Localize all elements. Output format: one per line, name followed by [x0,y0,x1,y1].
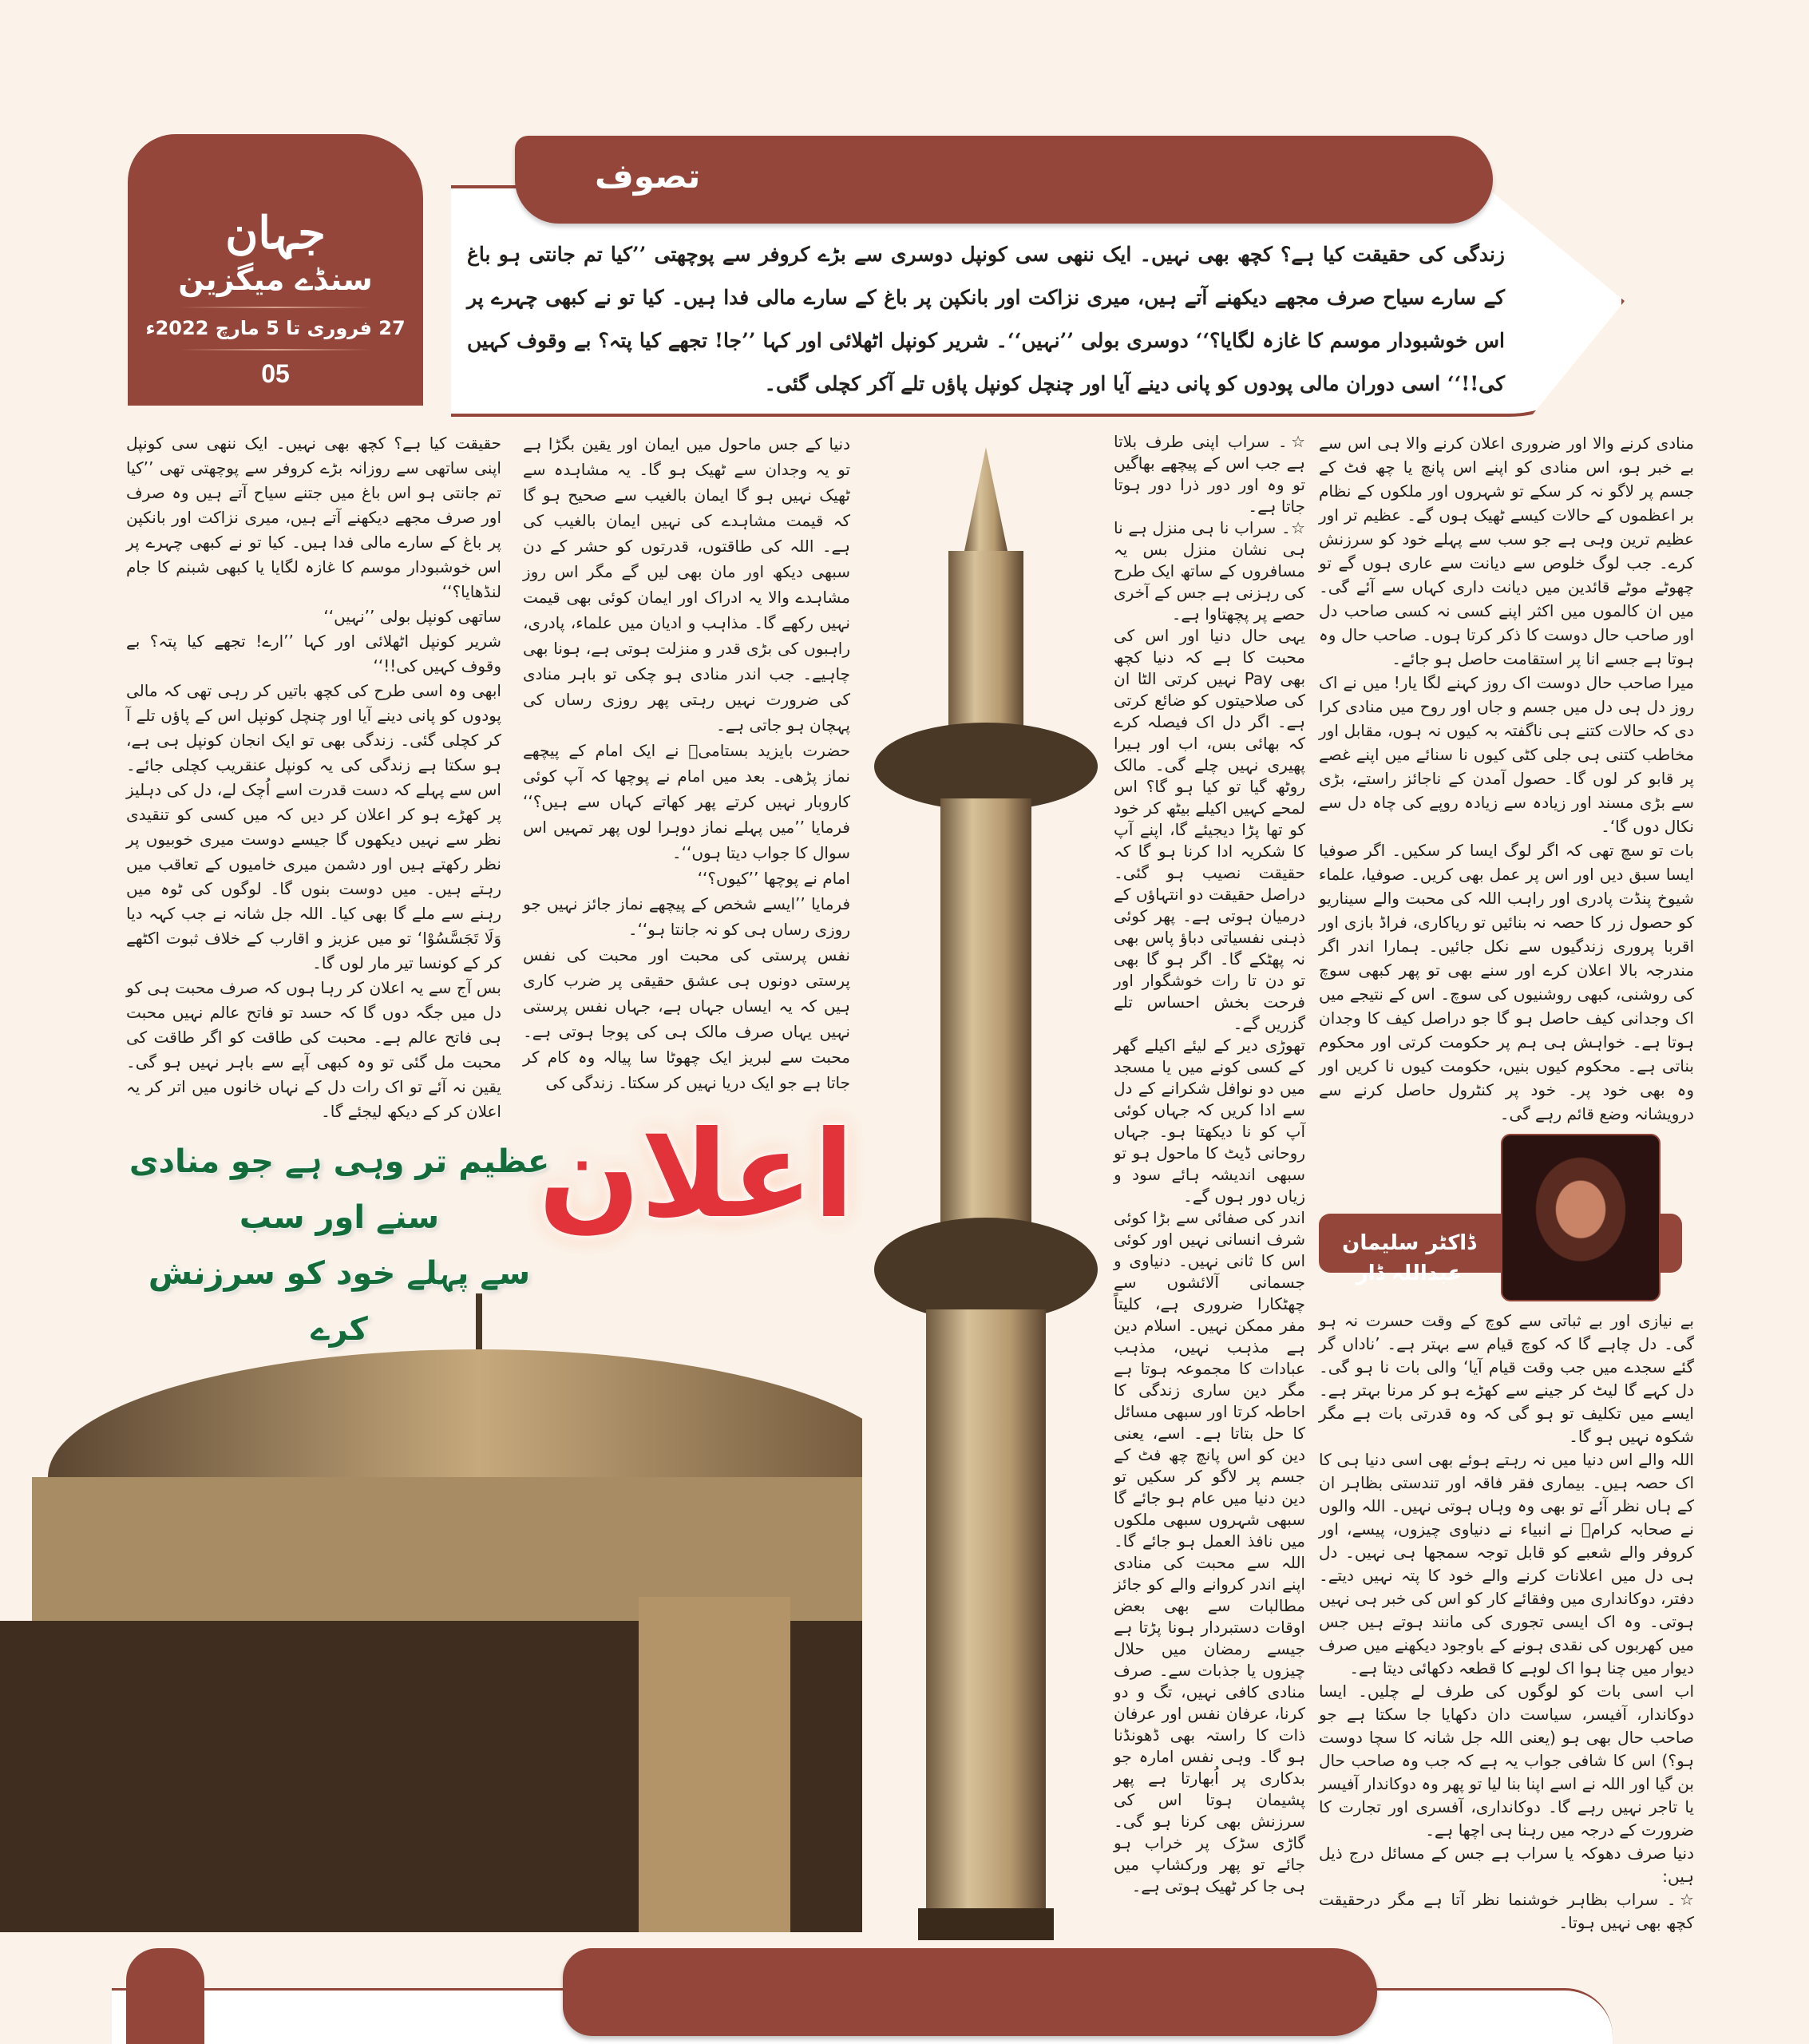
paragraph: ابھی وہ اسی طرح کی کچھ باتیں کر رہی تھی کہ مالی پودوں کو پانی دینے آیا اور چنچل کونپل اس کے پاؤں تلے آ کر کچلی گئی۔ زندگی بھی تو ایک انجان کونپل ہی ہے، ہو سکتا ہے زندگی کی یہ کونپل عنقریب کچلی جائے۔ اس سے پہلے کہ دست قدرت اسے اُچک لے، دل کی دہلیز پر کھڑے ہو کر اعلان کر دیں کہ میں کسی کو تنقیدی نظر سے نہیں دیکھوں گا جیسے دوست میری خوبیوں پر نظر رکھتے ہیں اور دشمن میری خامیوں کے تعاقب میں رہتے ہیں۔ میں دوست بنوں گا۔ لوگوں کی ٹوہ میں رہنے سے ملے گا بھی کیا۔ اللہ جل شانہ نے جب کہہ دیا وَلَا تَجَسَّسُوْا‘ تو میں عزیز و اقارب کے خلاف ثبوت اکٹھے کر کے کونسا تیر مار لوں گا۔ [126,681,501,972]
minaret-spire [964,447,1007,551]
page-number: 05 [261,358,290,388]
mosque-dome-image [0,1293,862,1932]
paragraph: یہی حال دنیا اور اس کی محبت کا ہے کہ دنیا کچھ بھی Pay نہیں کرتی الٹا ان کی صلاحیتوں کو ضائع کرتی ہے۔ اگر دل اک فیصلہ کرے کہ بھائی بس، اب اور ہیرا پھیری نہیں چلے گی۔ مالک روٹھ گیا تو کیا ہو گا؟ اس لمحے کہیں اکیلے بیٹھ کر خود کو تھا پڑا دیجیئے گا، اپنے آپ کا شکریہ ادا کرنا ہو گا کہ حقیقت نصیب ہو گئی۔ دراصل حقیقت دو انتہاؤں کے درمیان ہوتی ہے۔ پھر کوئی ذہنی نفسیاتی دباؤ پاس بھی نہ پھٹکے گا۔ اگر ہو گا بھی تو دن تا رات خوشگوار اور فرحت بخش احساس تلے گزریں گے۔ [1114,626,1306,1033]
paragraph: فرمایا ’’ایسے شخص کے پیچھے نماز جائز نہیں جو روزی رساں ہی کو نہ جانتا ہو‘‘۔ [523,894,850,939]
paragraph: بات تو سچ تھی کہ اگر لوگ ایسا کر سکیں۔ اگر صوفیا ایسا سبق دیں اور اس پر عمل بھی کریں۔ صوفیا، علماء شیوخ پنڈت پادری اور راہب اللہ کی محبت والے سیناریو کو حصول زر کا حصہ نہ بنائیں تو ریاکاری، فراڈ بازی اور اقربا پروری زندگیوں سے نکل جائیں۔ ہمارا اندر اگر مندرجہ بالا اعلان کرے اور سنے بھی تو پھر کبھی سوچ کی روشنی، کبھی روشنیوں کی سوچ۔ اس کے نتیجے میں اک وجدانی کیف حاصل ہو گا جو دراصل کیف کا وجدان ہوتا ہے۔ خواہش ہی ہم پر حکومت کرتی اور محکوم بناتی ہے۔ محکوم کیوں بنیں، حکومت کیوں نا کریں اور وہ بھی خود پر۔ خود پر کنٹرول حاصل کرنے سے درویشانہ وضع قائم رہے گی۔ [1319,841,1694,1123]
paragraph: اندر کی صفائی سے بڑا کوئی شرف انسانی نہیں اور کوئی اس کا ثانی نہیں۔ دنیاوی و جسمانی آلائشوں سے چھٹکارا ضروری ہے، کلیتاً مفر ممکن نہیں۔ اسلام دین ہے مذہب نہیں، مذہب عبادات کا مجموعہ ہوتا ہے مگر دین ساری زندگی کا احاطہ کرتا اور سبھی مسائل کا حل بتاتا ہے۔ اسے، یعنی دین کو اس پانچ چھ فٹ کے جسم پر لاگو کر سکیں تو دین دنیا میں عام ہو جائے گا سبھی شہروں سبھی ملکوں میں نافذ العمل ہو جائے گا۔ اللہ سے محبت کی منادی اپنے اندر کروانے والے کو جائز مطالبات سے بھی بعض اوقات دستبردار ہونا پڑتا ہے جیسے رمضان میں حلال چیزوں یا جذبات سے۔ صرف منادی کافی نہیں، تگ و دو کرنا، عرفان نفس اور عرفان ذات کا راستہ بھی ڈھونڈنا ہو گا۔ وہی نفس امارہ جو بدکاری پر اُبھارتا ہے پھر پشیمان ہوتا اس کی سرزنش بھی کرنا ہو گی۔ گاڑی سڑک پر خراب ہو جائے تو پھر ورکشاپ میں ہی جا کر ٹھیک ہوتی ہے۔ [1114,1208,1305,1895]
paragraph: اللہ والے اس دنیا میں نہ رہتے ہوئے بھی اسی دنیا ہی کا اک حصہ ہیں۔ بیماری فقر فاقہ اور تندستی بظاہر ان کے ہاں نظر آئے تو بھی وہ وہاں ہوتی نہیں۔ اللہ والوں نے صحابہ کرامؓ نے انبیاء نے دنیاوی چیزوں، پیسے، اور کروفر والے شعبے کو قابل توجہ سمجھا ہی نہیں۔ دل ہی دل میں اعلانات کرنے والے خود کا پتہ نہیں دیتے۔ دفتر، دوکانداری میں وفقائے کار کو اس کی خبر ہی نہیں ہوتی۔ وہ اک ایسی تجوری کی مانند ہوتے ہیں جس میں کھربوں کی نقدی ہونے کے باوجود دیکھنے میں صرف دیوار میں چنا ہوا اک لوہے کا قطعہ دکھائی دیتا ہے۔ [1319,1450,1694,1678]
paragraph: تھوڑی دیر کے لیئے اکیلے گھر کے کسی کونے میں یا مسجد میں دو نوافل شکرانے کے دل سے ادا کریں کہ جہاں کوئی آپ کو نا دیکھتا ہو۔ جہاں روحانی ڈیٹ کا ماحول ہو تو سبھی اندیشہ ہائے سود و زیاں دور ہوں گے۔ [1114,1036,1305,1206]
paragraph: شریر کونپل اٹھلائی اور کہا ’’ارے! تجھے کیا پتہ؟ بے وقوف کہیں کی!!‘‘ [126,632,501,675]
minaret-base-ring [918,1908,1054,1940]
minaret-image [870,447,1102,1940]
headline: اعلان [538,1106,854,1245]
paragraph: بے نیازی اور بے ثباتی سے کوچ کے وقت حسرت نہ ہو گی۔ دل چاہے گا کہ کوچ قیام سے بہتر ہے۔ ’ناداں گر گئے سجدے میں جب وقت قیام آیا‘ والی بات نا ہو گی۔ دل کہے گا لیٹ کر جینے سے کھڑے ہو کر مرنا بہتر ہے۔ ایسے میں تکلیف تو ہو گی کہ وہ قدرتی بات ہے مگر شکوہ نہیں ہو گا۔ [1319,1311,1694,1446]
divider [180,307,371,308]
paragraph: اب اسی بات کو لوگوں کی طرف لے چلیں۔ ایسا دوکاندار، آفیسر، سیاست دان دکھایا جا سکتا ہے جو صاحب حال بھی ہو (یعنی اللہ جل شانہ کا سچا دوست ہو؟) اس کا شافی جواب یہ ہے کہ جب وہ صاحب حال بن گیا اور اللہ نے اسے اپنا بنا لیا تو پھر وہ دوکاندار آفیسر یا تاجر نہیں رہے گا۔ دوکانداری، آفسری اور تجارت کا ضرورت کے درجہ میں رہنا ہی اچھا ہے۔ [1319,1682,1695,1840]
paragraph: میرا صاحب حال دوست اک روز کہنے لگا یار! میں نے اک روز دل ہی دل میں جسم و جاں اور روح میں منادی کرا دی کہ حالات کتنے ہی ناگفتہ بہ کیوں نہ ہوں، مقابل اور مخاطب کتنی ہی جلی کٹی کیوں نا سنائے میں اپنے غصے پر قابو کر لوں گا۔ حصول آمدن کے ناجائز راستے، بڑی سے بڑی مسند اور زیادہ سے زیادہ روپے کی چاہ دل سے نکال دوں گا‘۔ [1319,673,1694,836]
paragraph: نفس پرستی کی محبت اور محبت کی نفس پرستی دونوں ہی عشق حقیقی پر ضرب کاری ہیں کہ یہ ایساں جہاں ہے، جہاں نفس پرستی نہیں یہاں صرف مالک ہی کی پوجا ہوتی ہے۔ محبت سے لبریز ایک چھوٹا سا پیالہ وہ کام کر جاتا ہے جو ایک دریا نہیں کر سکتا۔ زندگی کی [523,945,850,1092]
article-column-1-continued [1319,1309,1694,1935]
paragraph: دنیا صرف دھوکہ یا سراب ہے جس کے مسائل درج ذیل ہیں: [1319,1844,1694,1886]
paragraph: بس آج سے یہ اعلان کر رہا ہوں کہ صرف محبت ہی کو دل میں جگہ دوں گا کہ حسد تو فاتح عالم نہیں محبت ہی فاتح عالم ہے۔ محبت کی طاقت کو اگر طاقت کی محبت مل گئی تو وہ کبھی آپے سے باہر نہیں ہو گی۔ یقین نہ آئے تو اک رات دل کے نہاں خانوں میں اتر کر یہ اعلان کر کے دیکھ لیجئے گا۔ [126,978,501,1121]
paragraph: حقیقت کیا ہے؟ کچھ بھی نہیں۔ ایک ننھی سی کونپل اپنی ساتھی سے روزانہ بڑے کروفر سے پوچھتی تھی ’’کیا تم جانتی ہو اس باغ میں جتنے سیاح آتے ہیں وہ صرف اور صرف مجھے دیکھنے آتے ہیں، میری نزاکت اور بانکپن پر باغ کے سارے مالی فدا ہیں۔ کیا تو نے کبھی چہرے پر اس خوشبودار موسم کا غازہ لگایا یا کبھی شبنم کا جام لنڈھایا؟‘‘ [126,434,501,601]
article-column-3 [523,431,850,1095]
subhead [128,1134,551,1357]
paragraph: امام نے پوچھا ’’کیوں؟‘‘ [697,869,850,888]
article-column-2 [1114,431,1305,1897]
bottom-left-tab [126,1948,204,2044]
minaret-upper-balcony [874,723,1098,810]
divider [180,349,371,351]
masthead-block [128,134,423,406]
article-column-4 [126,431,501,1124]
minaret-middle-shaft [940,798,1031,1246]
author-name: ڈاکٹر سلیمان عبداللہ ڈار [1342,1231,1476,1285]
subhead-line-2: سے پہلے خود کو سرزنش کرے [148,1255,531,1348]
subhead-line-1: عظیم تر وہی ہے جو منادی سنے اور سب [129,1143,550,1236]
minaret-lower-shaft [926,1309,1046,1916]
section-label: تصوف [595,156,701,196]
minaret-lower-balcony [874,1218,1098,1321]
minaret-upper-shaft [948,551,1023,743]
paragraph: ☆۔ سراب اپنی طرف بلاتا ہے جب اس کے پیچھے بھاگیں تو وہ اور دور ذرا دور ہوتا جاتا ہے۔ [1114,432,1305,516]
author-photo [1501,1134,1661,1301]
paragraph: ☆۔ سراب نا ہی منزل ہے نا ہی نشان منزل بس یہ مسافروں کے ساتھ ایک طرح کی رہزنی ہے جس کے آخری حصے پر پچھتاوا ہے۔ [1114,518,1305,624]
section-tab [515,136,1493,224]
magazine-brand: جہان [225,207,326,259]
paragraph: دنیا کے جس ماحول میں ایمان اور یقین بگڑا ہے تو یہ وجدان سے ٹھیک ہو گا۔ یہ مشاہدہ سے ٹھیک نہیں ہو گا ایمان بالغیب سے صحیح ہو گا کہ قیمت مشاہدے کی نہیں ایمان بالغیب کی ہے۔ اللہ کی طاقتوں، قدرتوں کو حشر کے دن سبھی دیکھ اور مان بھی لیں گے مگر اس روز مشاہدے والا یہ ادراک اور ایمان کوئی بھی قیمت نہیں رکھے گا۔ مذاہب و ادیان میں علماء، پادری، راہبوں کی بڑی قدر و منزلت ہوتی ہے، ہونا بھی چاہیے۔ جب اندر منادی ہو چکی تو باہر منادی کی ضرورت نہیں رہتی پھر روزی رساں کی پہچان ہو جاتی ہے۔ [523,434,850,735]
paragraph: منادی کرنے والا اور ضروری اعلان کرنے والا ہی اس سے بے خبر ہو، اس منادی کو اپنے اس پانچ یا چھ فٹ کے جسم پر لاگو نہ کر سکے تو شہروں اور ملکوں کے نظام بر اعظموں کے حالات کیسے ٹھیک ہوں گے۔ عظیم تر اور عظیم ترین وہی ہے جو سب سے پہلے خود کو سرزنش کرے۔ جب لوگ خلوص سے دیانت سے عاری ہوں گے تو چھوٹے موٹے قائدین میں دیانت داری کہاں سے آئے گی۔ میں ان کالموں میں اکثر اپنے کسی نہ کسی صاحب دل اور صاحب حال دوست کا ذکر کرتا ہوں۔ صاحب حال وہ ہوتا ہے جسے انا پر استقامت حاصل ہو جائے۔ [1319,434,1694,668]
mosque-tower [639,1597,790,1932]
bottom-center-tab [563,1948,1377,2036]
paragraph: حضرت بایزید بستامیؒ نے ایک امام کے پیچھے نماز پڑھی۔ بعد میں امام نے پوچھا کہ آپ کوئی کاروبار نہیں کرتے پھر کھاتے کہاں سے ہیں؟‘‘ فرمایا ’’میں پہلے نماز دوہرا لوں پھر تمہیں اس سوال کا جواب دیتا ہوں‘‘۔ [523,741,850,862]
paragraph: ☆۔ سراب بظاہر خوشنما نظر آتا ہے مگر درحقیقت کچھ بھی نہیں ہوتا۔ [1319,1890,1694,1932]
paragraph: ساتھی کونپل بولی ’’نہیں‘‘ [323,607,501,626]
magazine-subtitle: سنڈے میگزین [178,262,373,297]
intro-text: زندگی کی حقیقت کیا ہے؟ کچھ بھی نہیں۔ ایک ننھی سی کونپل دوسری سے بڑے کروفر سے پوچھتی ’’کیا تم جانتی ہو باغ کے سارے سیاح صرف مجھے دیکھنے آتے ہیں، میری نزاکت اور بانکپن پر باغ کے سارے مالی فدا ہیں۔ کیا تو نے کبھی چہرے پر اس خوشبودار موسم کا غازہ لگایا؟‘‘ دوسری بولی ’’نہیں‘‘۔ شریر کونپل اٹھلائی اور کہا ’’جا! تجھے کیا پتہ؟ بے وقوف کہیں کی!!‘‘ اسی دوران مالی پودوں کو پانی دینے آیا اور چنچل کونپل پاؤں تلے آکر کچلی گئی۔ [467,243,1505,395]
article-column-1 [1319,431,1694,1126]
issue-date: 27 فروری تا 5 مارچ 2022ء [145,316,406,339]
